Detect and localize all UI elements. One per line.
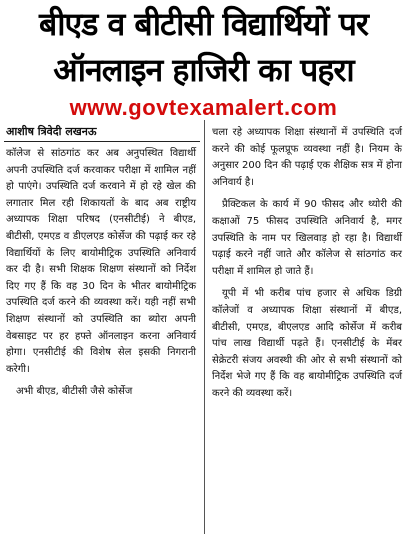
article-paragraph: प्रैक्टिकल के कार्य में 90 फीसद और थ्योरी की कक्षाओं 75 फीसद उपस्थिति अनिवार्य है, मगर उपस्थिति के नाम पर खिलवाड़ हो रहा है। विद्यार्थी पढ़ाई करने नहीं जाते और कॉलेज से सांठगांठ कर परीक्षा में शामिल हो जाते हैं।: [212, 199, 402, 277]
byline-rule: [4, 141, 200, 142]
column-divider: [204, 120, 205, 534]
article-paragraph: कॉलेज से सांठगांठ कर अब अनुपस्थित विद्यार्थी अपनी उपस्थिति दर्ज करवाकर परीक्षा में शामिल नहीं हो पाएंगे। उपस्थिति दर्ज करवाने में हो रहे खेल की लगातार मिल रही शिकायतों के बाद अब राष्ट्रीय अध्यापक शिक्षा परिषद (एनसीटीई) ने बीएड, बीटीसी, एमएड व डीएलएड कोर्सेज की पढ़ाई कर रहे विद्यार्थियों के लिए बायोमीट्रिक उपस्थिति अनिवार्य कर दी है। सभी शिक्षक शिक्षण संस्थानों को निर्देश दिए गए हैं कि वह 30 दिन के भीतर बायोमीट्रिक उपस्थिति दर्ज करने की व्यवस्था करें। यही नहीं सभी शिक्षण संस्थानों को उपस्थिति का ब्योरा अपनी वेबसाइट पर हर हफ्ते ऑनलाइन करना अनिवार्य होगा। एनसीटीई की विशेष सेल इसकी निगरानी करेगी।: [6, 148, 196, 375]
watermark-url: www.govtexamalert.com: [69, 95, 338, 120]
headline-line-1: बीएड व बीटीसी विद्यार्थियों पर: [38, 5, 368, 43]
headline-line-2: ऑनलाइन हाजिरी का पहरा: [53, 51, 354, 89]
article-paragraph: यूपी में भी करीब पांच हजार से अधिक डिग्री कॉलेजों व अध्यापक शिक्षा संस्थानों में बीएड, बीटीसी, एमएड, बीएलएड आदि कोर्सेज में करीब पांच लाख विद्यार्थी पढ़ते हैं। एनसीटीई के मेंबर सेक्रेटरी संजय अवस्थी की ओर से सभी संस्थानों को निर्देश भेजे गए हैं कि वह बायोमीट्रिक उपस्थिति दर्ज करने की व्यवस्था करें।: [212, 288, 402, 399]
article-paragraph: अभी बीएड, बीटीसी जैसे कोर्सेज: [16, 386, 133, 398]
article-paragraph: चला रहे अध्यापक शिक्षा संस्थानों में उपस्थिति दर्ज करने की कोई फूलप्रूफ व्यवस्था नहीं है। नियम के अनुसार 200 दिन की पढ़ाई एक शैक्षिक सत्र में होना अनिवार्य है।: [212, 127, 402, 188]
byline: आशीष त्रिवेदी लखनऊ: [6, 125, 97, 138]
article-column-right: [212, 125, 402, 409]
article-column-left: [6, 146, 196, 407]
